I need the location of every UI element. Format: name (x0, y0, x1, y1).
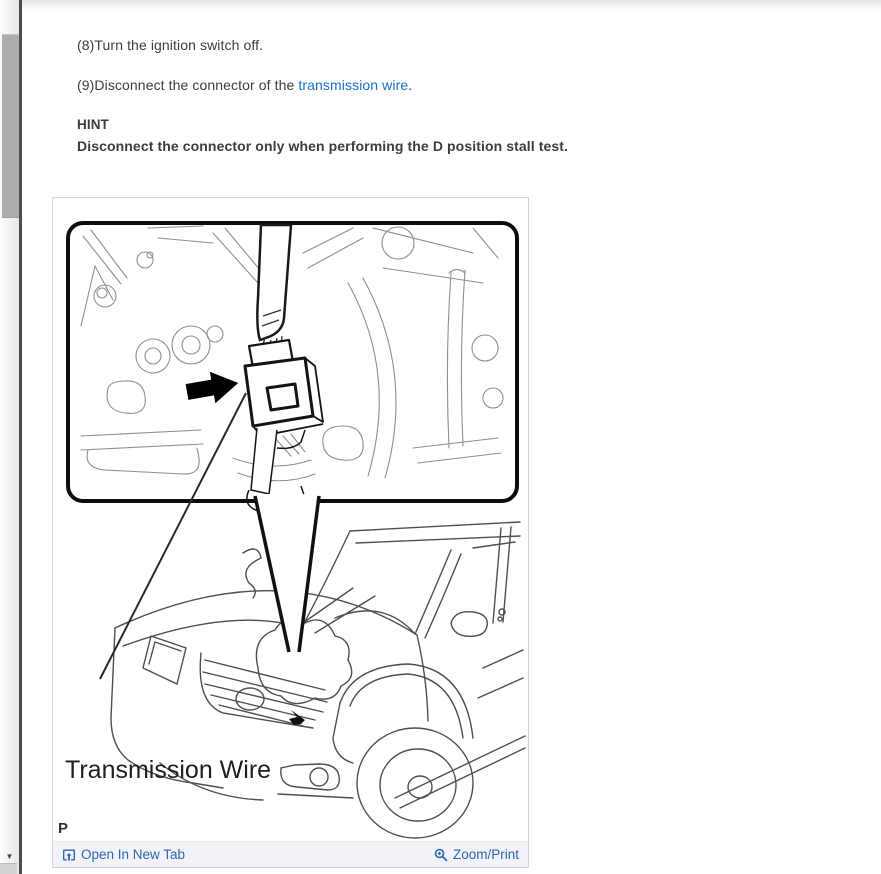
transmission-wire-diagram (53, 198, 528, 840)
zoom-print-label: Zoom/Print (452, 847, 519, 862)
open-in-new-tab-label: Open In New Tab (81, 847, 186, 862)
step-9-text: (9)Disconnect the connector of the (77, 77, 299, 93)
figure-card (52, 197, 529, 868)
hint-text: Disconnect the connector only when performing the D position stall test. (77, 138, 569, 154)
scrollbar-down-arrow-icon[interactable]: ▼ (5, 852, 14, 861)
step-9-period: . (408, 77, 413, 93)
magnifier-plus-icon (434, 848, 448, 862)
figure-footer-bar (53, 841, 528, 867)
transmission-wire-link[interactable]: transmission wire (298, 77, 409, 93)
top-chrome-strip (22, 0, 881, 10)
figure-caption: Transmission Wire (65, 756, 272, 784)
instruction-step-8: (8)Turn the ignition switch off. (77, 37, 264, 53)
figure-page-marker: P (58, 820, 69, 837)
hint-label: HINT (77, 117, 109, 132)
scrollbar-bottom-button[interactable] (0, 863, 17, 874)
vertical-scrollbar-track[interactable] (0, 0, 19, 874)
zoom-print-link[interactable] (434, 847, 519, 862)
open-in-new-tab-link[interactable] (62, 847, 185, 862)
open-in-new-tab-icon (62, 848, 76, 862)
pane-divider (19, 0, 22, 874)
vertical-scrollbar-thumb[interactable] (2, 34, 19, 218)
instruction-step-9 (77, 77, 412, 93)
